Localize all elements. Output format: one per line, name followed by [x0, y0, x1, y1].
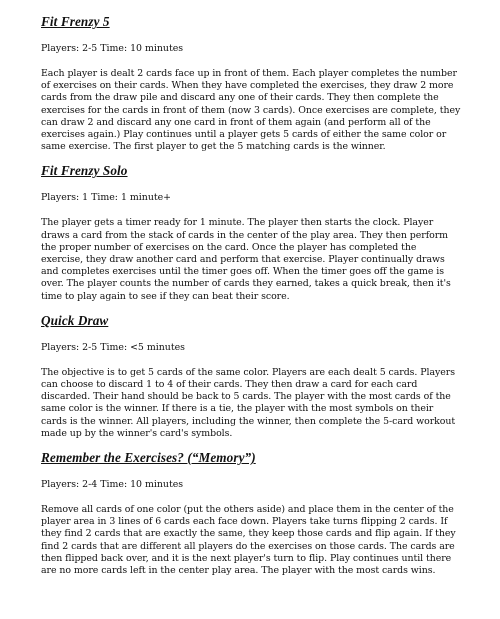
section-title: Fit Frenzy Solo: [41, 163, 128, 179]
players-time-line: Players: 2-5 Time: <5 minutes: [41, 341, 185, 353]
section-body: Remove all cards of one color (put the others aside) and place them in the center of the player area in 3 lines of 6 cards each face down. Players take turns flipping 2 cards. If they find 2 cards that are exactly the same, they keep those cards and flip again. If they find 2 cards that are different all players do the exercises on those cards. The cards are then flipped back over, and it is the next player's turn to flip. Play continues until there are no more cards left in the center play area. The player with the most cards wins.: [41, 504, 456, 577]
section-body: The objective is to get 5 cards of the same color. Players are each dealt 5 cards. Players can choose to discard 1 to 4 of their cards. They then draw a card for each card discarded. Their hand should be back to 5 cards. The player with the most cards of the same color is the winner. If there is a tie, the player with the most symbols on their cards is the winner. All players, including the winner, then complete the 5-card workout made up by the winner's card's symbols.: [41, 366, 456, 439]
section-fit-frenzy-5: [41, 14, 461, 153]
rules-document: [41, 14, 461, 577]
section-body: Each player is dealt 2 cards face up in front of them. Each player completes the number of exercises on their cards. When they have completed the exercises, they draw 2 more cards from the draw pile and discard any one of their cards. They then complete the exercises for the cards in front of them (now 3 cards). Once exercises are complete, they can draw 2 and discard any one card in front of them again (and perform all of the exercises again.) Play continues until a player gets 5 cards of either the same color or same exercise. The first player to get the 5 matching cards is the winner.: [41, 68, 461, 153]
players-time-line: Players: 2-4 Time: 10 minutes: [41, 479, 184, 491]
section-gap: [41, 440, 461, 450]
section-gap: [41, 303, 461, 313]
section-body: The player gets a timer ready for 1 minute. The player then starts the clock. Player draws a card from the stack of cards in the center of the play area. They then perform the proper number of exercises on the card. Once the player has completed the exercise, they draw another card and perform that exercise. Player continually draws and completes exercises until the timer goes off. When the timer goes off the game is over. The player counts the number of cards they earned, takes a quick break, then it's time to play again to see if they can beat their score.: [41, 217, 451, 302]
players-time-line: Players: 1 Time: 1 minute+: [41, 192, 172, 204]
section-fit-frenzy-solo: [41, 163, 461, 302]
section-title: Remember the Exercises? (“Memory”): [41, 450, 256, 466]
section-title: Fit Frenzy 5: [41, 14, 110, 29]
players-time-line: Players: 2-5 Time: 10 minutes: [41, 43, 184, 54]
section-quick-draw: [41, 313, 461, 440]
section-gap: [41, 153, 461, 163]
section-memory: [41, 450, 461, 577]
section-title: Quick Draw: [41, 312, 109, 328]
